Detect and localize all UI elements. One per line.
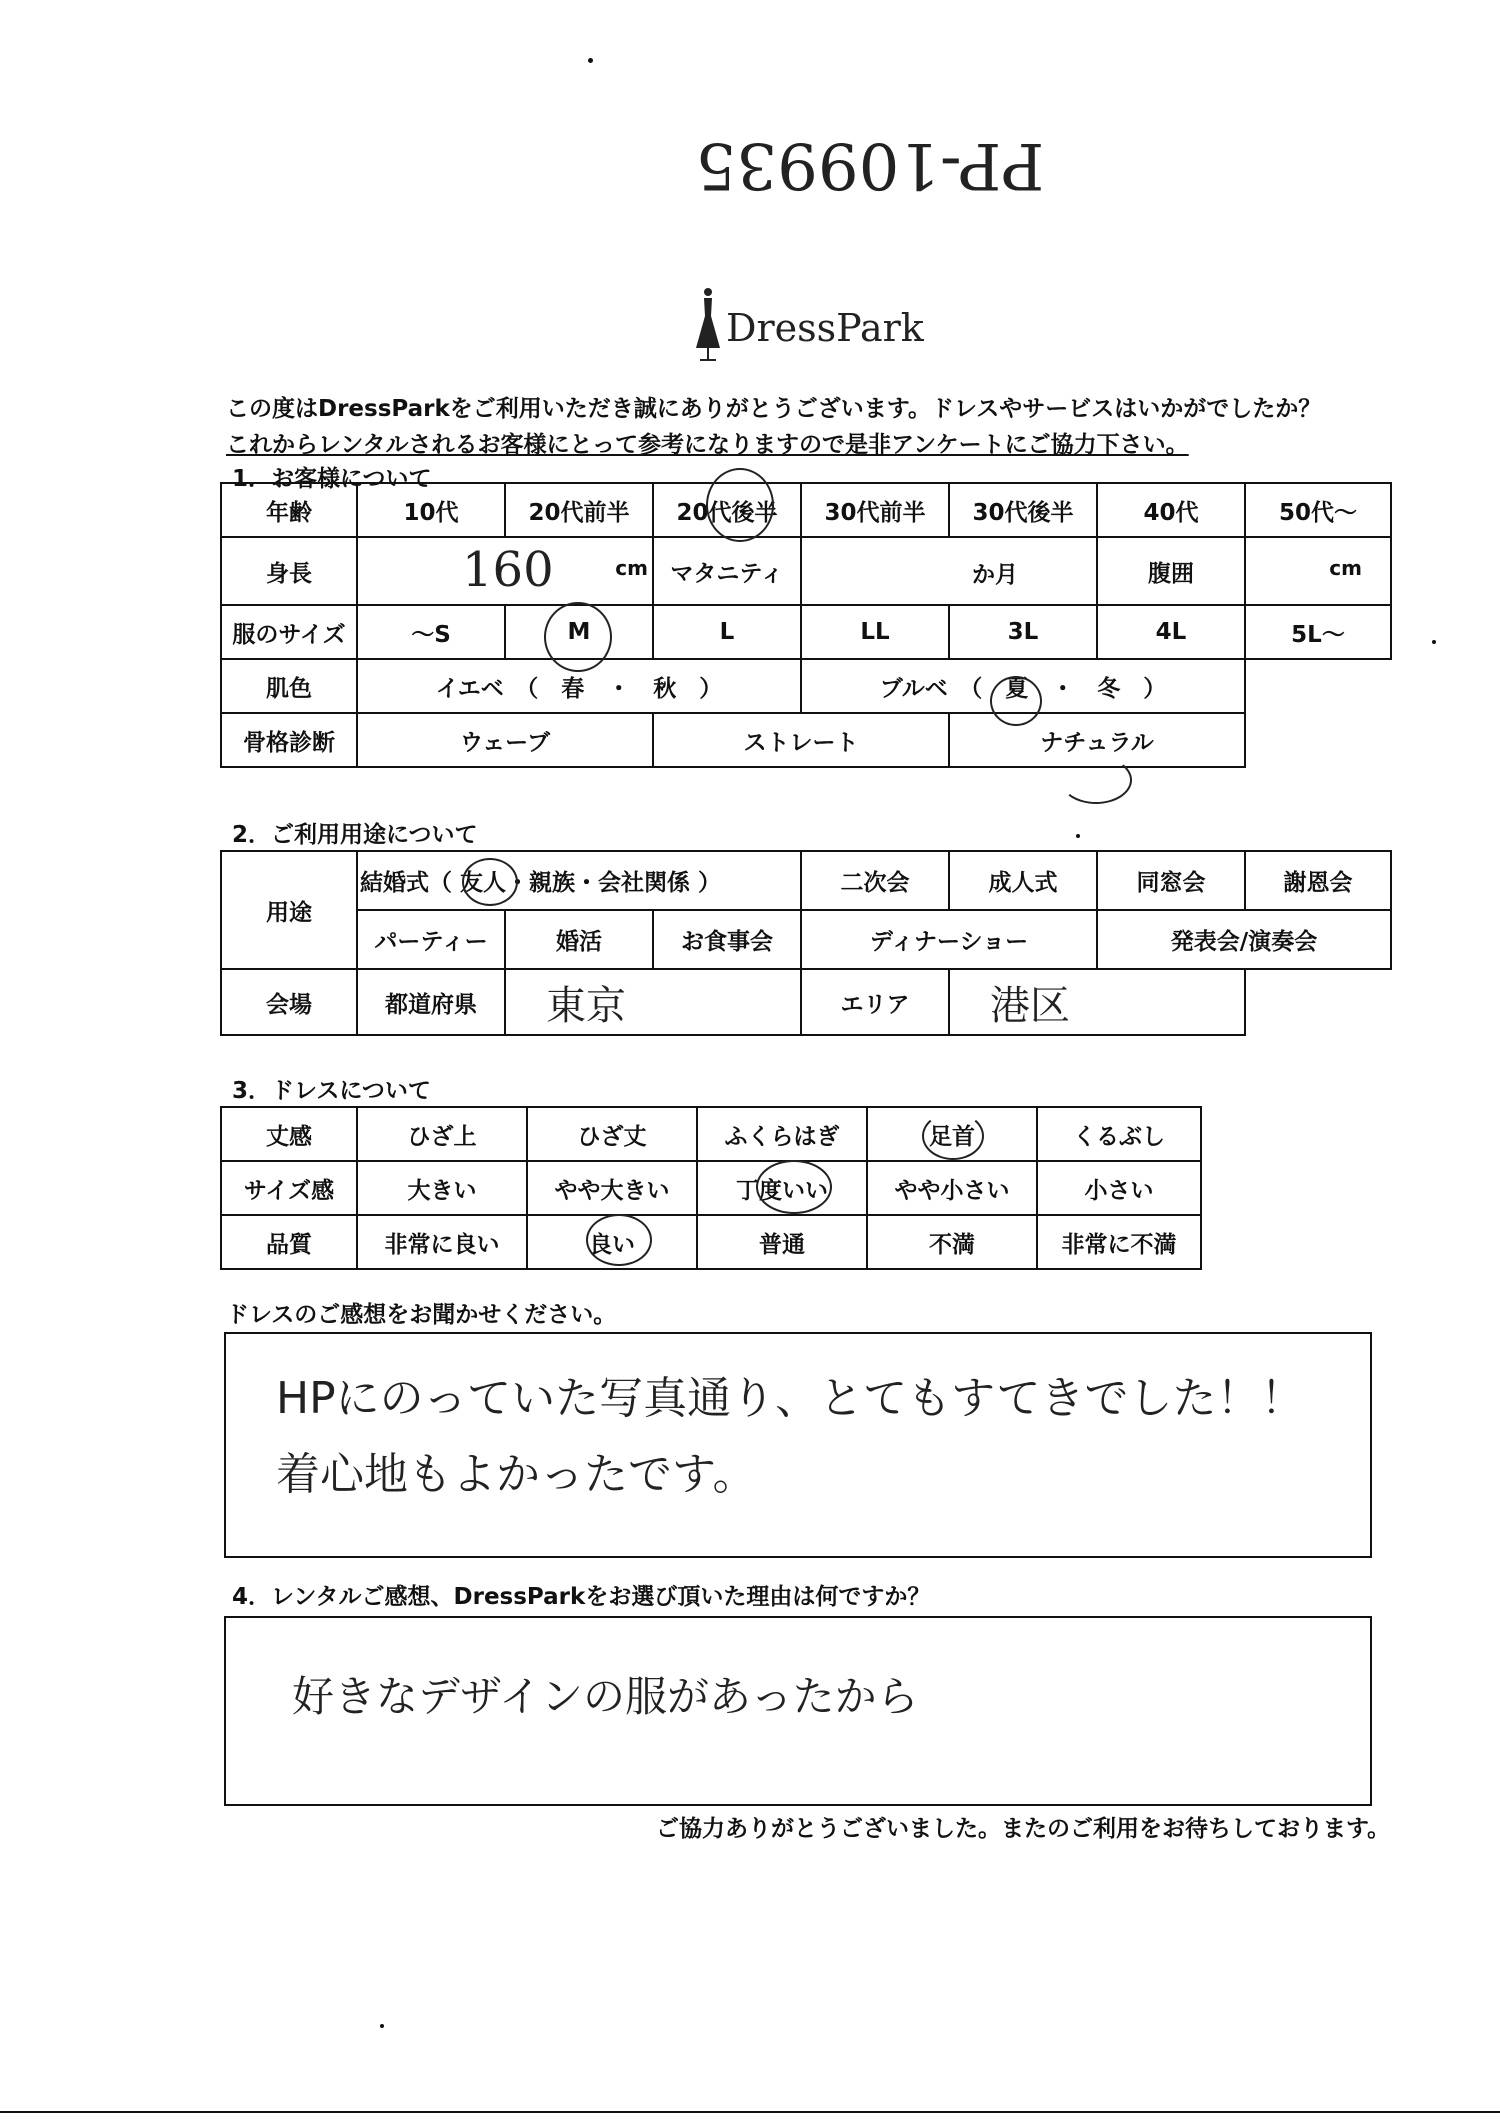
purpose-table xyxy=(220,850,1392,1036)
comment-box[interactable] xyxy=(224,1332,1372,1558)
brand-name: DressPark xyxy=(726,306,924,350)
area-field[interactable] xyxy=(949,969,1245,1035)
frame-selected-circle xyxy=(1060,756,1132,804)
length-row xyxy=(221,1107,1201,1161)
height-field[interactable] xyxy=(357,537,653,605)
empty-cell xyxy=(1245,969,1391,1035)
empty-cell xyxy=(1245,659,1391,713)
scan-dot xyxy=(1076,834,1080,838)
quality-option[interactable]: 非常に良い xyxy=(357,1215,527,1269)
height-row xyxy=(221,537,1391,605)
quality-label: 品質 xyxy=(221,1215,357,1269)
height-value: 160 xyxy=(462,542,554,598)
dresspark-logo xyxy=(690,286,924,366)
section2-title: 2．ご利用用途について xyxy=(232,822,478,848)
quality-option[interactable]: 良い xyxy=(527,1215,697,1269)
age-row xyxy=(221,483,1391,537)
skin-selected-circle xyxy=(990,676,1042,726)
length-option[interactable]: 足首 xyxy=(867,1107,1037,1161)
size-row xyxy=(221,605,1391,659)
frame-option[interactable]: ストレート xyxy=(653,713,949,767)
purpose-row-2 xyxy=(221,910,1391,969)
intro-line-1: この度はDressParkをご利用いただき誠にありがとうございます。ドレスやサービスはいかがでしたか？ xyxy=(226,396,1322,422)
area-label: エリア xyxy=(801,969,949,1035)
size-option[interactable]: 3L xyxy=(949,605,1097,659)
purpose-row-1 xyxy=(221,851,1391,910)
quality-selected-circle xyxy=(586,1214,652,1266)
purpose-option[interactable]: 結婚式（ 友人・親族・会社関係 ） xyxy=(357,851,801,910)
length-option[interactable]: ひざ丈 xyxy=(527,1107,697,1161)
dress-icon xyxy=(690,286,726,366)
skin-yellow-option[interactable]: イエベ （ 春 ・ 秋 ） xyxy=(357,659,801,713)
length-option[interactable]: ひざ上 xyxy=(357,1107,527,1161)
fit-label: サイズ感 xyxy=(221,1161,357,1215)
purpose-option[interactable]: 婚活 xyxy=(505,910,653,969)
fit-option[interactable]: 丁度いい xyxy=(697,1161,867,1215)
age-option[interactable]: 20代後半 xyxy=(653,483,801,537)
purpose-option[interactable]: 謝恩会 xyxy=(1245,851,1391,910)
section1-title: 1．お客様について xyxy=(232,466,432,492)
prefecture-label: 都道府県 xyxy=(357,969,505,1035)
maternity-field[interactable] xyxy=(801,537,1097,605)
age-label: 年齢 xyxy=(221,483,357,537)
size-option[interactable]: 4L xyxy=(1097,605,1245,659)
age-option[interactable]: 40代 xyxy=(1097,483,1245,537)
bottom-edge-line xyxy=(0,2111,1500,2113)
height-label: 身長 xyxy=(221,537,357,605)
comment-line-2: 着心地もよかったです。 xyxy=(276,1449,757,1500)
age-option[interactable]: 30代前半 xyxy=(801,483,949,537)
waist-unit: cm xyxy=(1329,556,1362,580)
fit-selected-circle xyxy=(756,1160,832,1214)
frame-label: 骨格診断 xyxy=(221,713,357,767)
section4-title: 4．レンタルご感想、DressParkをお選び頂いた理由は何ですか？ xyxy=(232,1584,931,1610)
waist-label: 腹囲 xyxy=(1097,537,1245,605)
form-id-handwritten: PP-109935 xyxy=(695,128,1045,202)
age-option[interactable]: 50代～ xyxy=(1245,483,1391,537)
age-selected-circle xyxy=(706,468,774,542)
length-option[interactable]: くるぶし xyxy=(1037,1107,1201,1161)
size-option[interactable]: 5L～ xyxy=(1245,605,1391,659)
size-selected-circle xyxy=(544,602,612,672)
skin-label: 肌色 xyxy=(221,659,357,713)
purpose-option[interactable]: 同窓会 xyxy=(1097,851,1245,910)
reason-answer: 好きなデザインの服があったから xyxy=(292,1672,919,1721)
maternity-label: マタニティ xyxy=(653,537,801,605)
age-option[interactable]: 20代前半 xyxy=(505,483,653,537)
quality-option[interactable]: 不満 xyxy=(867,1215,1037,1269)
fit-option[interactable]: やや大きい xyxy=(527,1161,697,1215)
frame-option[interactable]: ナチュラル xyxy=(949,713,1245,767)
prefecture-value: 東京 xyxy=(546,982,626,1029)
reason-box[interactable] xyxy=(224,1616,1372,1806)
purpose-option[interactable]: 成人式 xyxy=(949,851,1097,910)
purpose-option[interactable]: 発表会/演奏会 xyxy=(1097,910,1391,969)
purpose-selected-circle xyxy=(462,858,518,906)
customer-table xyxy=(220,482,1392,768)
quality-option[interactable]: 普通 xyxy=(697,1215,867,1269)
skin-row xyxy=(221,659,1391,713)
age-option[interactable]: 30代後半 xyxy=(949,483,1097,537)
dress-table xyxy=(220,1106,1202,1270)
fit-option[interactable]: 小さい xyxy=(1037,1161,1201,1215)
scan-dot xyxy=(380,2024,384,2028)
venue-label: 会場 xyxy=(221,969,357,1035)
size-option[interactable]: L xyxy=(653,605,801,659)
intro-line-2: これからレンタルされるお客様にとって参考になりますので是非アンケートにご協力下さい。 xyxy=(226,432,1189,458)
purpose-label: 用途 xyxy=(221,851,357,969)
age-option[interactable]: 10代 xyxy=(357,483,505,537)
size-option[interactable]: ～S xyxy=(357,605,505,659)
frame-row xyxy=(221,713,1391,767)
skin-blue-option[interactable]: ブルベ （ 夏 ・ 冬 ） xyxy=(801,659,1245,713)
venue-row xyxy=(221,969,1391,1035)
comment-prompt: ドレスのご感想をお聞かせください。 xyxy=(226,1302,617,1328)
quality-option[interactable]: 非常に不満 xyxy=(1037,1215,1201,1269)
purpose-option[interactable]: 二次会 xyxy=(801,851,949,910)
length-option[interactable]: ふくらはぎ xyxy=(697,1107,867,1161)
size-option[interactable]: LL xyxy=(801,605,949,659)
frame-option[interactable]: ウェーブ xyxy=(357,713,653,767)
purpose-option[interactable]: お食事会 xyxy=(653,910,801,969)
quality-row xyxy=(221,1215,1201,1269)
comment-line-1: HPにのっていた写真通り、とてもすてきでした！！ xyxy=(276,1373,1305,1424)
fit-option[interactable]: 大きい xyxy=(357,1161,527,1215)
height-unit: cm xyxy=(615,556,648,580)
purpose-option[interactable]: ディナーショー xyxy=(801,910,1097,969)
length-label: 丈感 xyxy=(221,1107,357,1161)
prefecture-field[interactable] xyxy=(505,969,801,1035)
area-value: 港区 xyxy=(990,982,1070,1029)
scan-dot xyxy=(1432,640,1436,644)
section3-title: 3．ドレスについて xyxy=(232,1078,431,1104)
fit-row xyxy=(221,1161,1201,1215)
length-selected-circle xyxy=(922,1112,984,1160)
fit-option[interactable]: やや小さい xyxy=(867,1161,1037,1215)
size-label: 服のサイズ xyxy=(221,605,357,659)
maternity-unit: か月 xyxy=(972,562,1018,588)
scan-dot xyxy=(588,58,593,63)
closing-message: ご協力ありがとうございました。またのご利用をお待ちしております。 xyxy=(656,1816,1391,1842)
waist-field[interactable] xyxy=(1245,537,1391,605)
purpose-option[interactable]: パーティー xyxy=(357,910,505,969)
empty-cell xyxy=(1245,713,1391,767)
size-option[interactable]: M xyxy=(505,605,653,659)
